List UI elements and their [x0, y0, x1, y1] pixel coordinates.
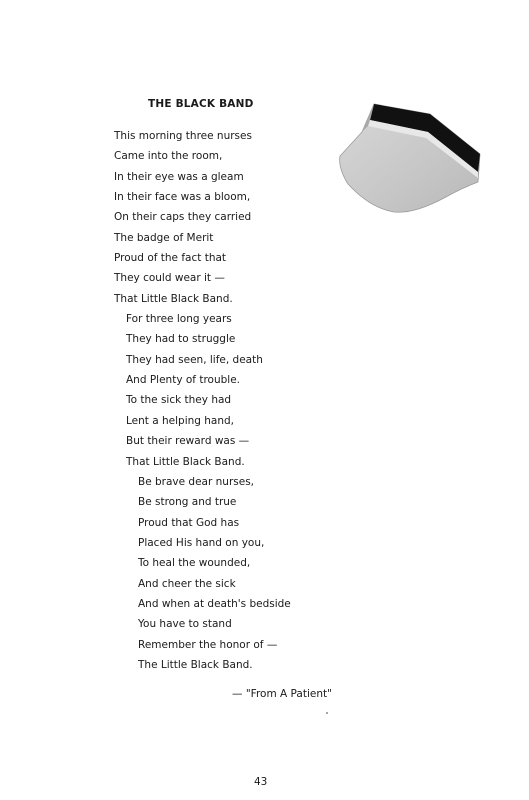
poem-line: Lent a helping hand,	[126, 414, 235, 427]
poem-line: But their reward was —	[126, 435, 250, 448]
poem-line: Be brave dear nurses,	[138, 475, 255, 488]
print-speck	[326, 712, 328, 714]
poem-line: In their face was a bloom,	[114, 191, 251, 204]
poem-line: This morning three nurses	[114, 130, 252, 142]
poem-line: Proud that God has	[138, 516, 240, 529]
poem-line: That Little Black Band.	[126, 455, 245, 468]
poem-line: Remember the honor of —	[138, 638, 278, 651]
poem-line: The Little Black Band.	[138, 658, 253, 671]
poem-line: They had seen, life, death	[126, 353, 263, 366]
poem-line: Proud of the fact that	[114, 252, 227, 265]
poem-title: THE BLACK BAND	[148, 98, 254, 110]
poem-line: For three long years	[126, 313, 232, 326]
poem-lines	[114, 126, 291, 675]
poem-line: They had to struggle	[126, 333, 236, 346]
poem-line: Be strong and true	[138, 496, 237, 509]
page-number: 43	[254, 776, 268, 788]
poem-line: To the sick they had	[126, 394, 232, 407]
poem-line: They could wear it —	[114, 272, 225, 285]
poem-line: And Plenty of trouble.	[126, 374, 240, 387]
poem-line: That Little Black Band.	[114, 292, 233, 305]
poem-line: Came into the room,	[114, 150, 223, 163]
poem-line: And cheer the sick	[138, 577, 236, 590]
poem-line: The badge of Merit	[114, 231, 214, 244]
poem-line: You have to stand	[138, 618, 232, 631]
poem-line: On their caps they carried	[114, 211, 252, 224]
poem-line: To heal the wounded,	[138, 557, 251, 570]
poem-line: And when at death's bedside	[138, 597, 291, 610]
poem-attribution: — "From A Patient"	[232, 688, 332, 700]
poem-line: In their eye was a gleam	[114, 170, 244, 183]
nurse-cap-icon	[334, 96, 484, 218]
poem-line: Placed His hand on you,	[138, 536, 265, 549]
